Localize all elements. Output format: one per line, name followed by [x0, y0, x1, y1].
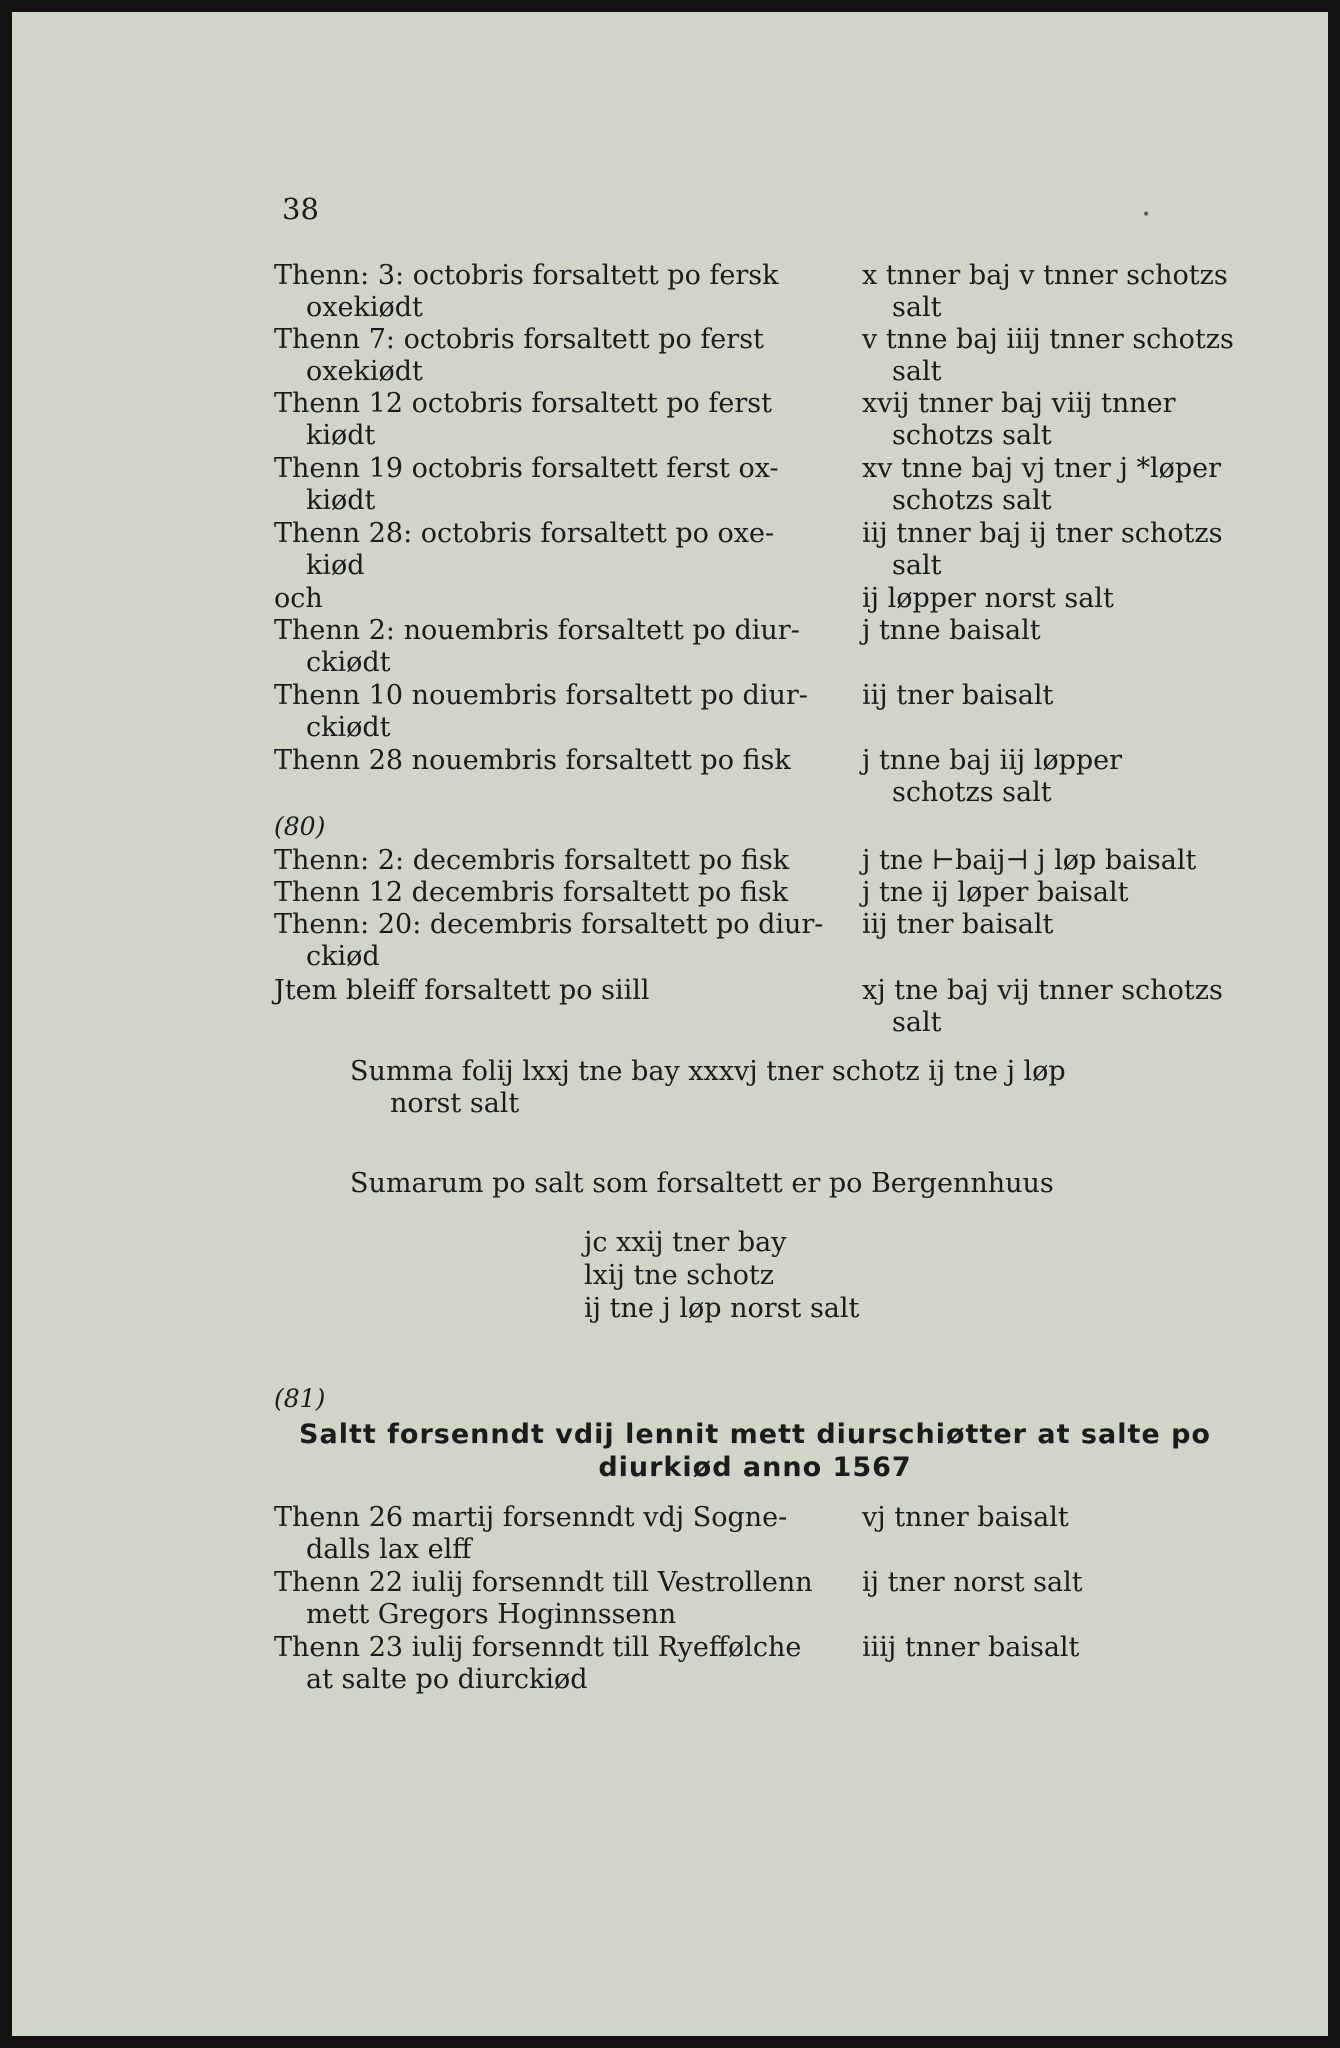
entry-text: Thenn 2: nouembris forsaltett po diur- [274, 615, 800, 646]
entry-amount: v tnne baj iiij tnner schotzs [862, 324, 1234, 355]
entry-amount: ij løpper norst salt [862, 583, 1114, 614]
entry-amount: vj tnner baisalt [862, 1502, 1069, 1533]
entry-amount: salt [892, 356, 942, 387]
entry-text: Thenn: 20: decembris forsaltett po diur- [274, 909, 824, 940]
entry-amount: j tnne baisalt [862, 615, 1041, 646]
entry-amount: iij tnner baj ij tner schotzs [862, 518, 1223, 549]
entry-text: kiødt [306, 420, 376, 451]
entry-text: Thenn 7: octobris forsaltett po ferst [274, 324, 764, 355]
entry-amount: iij tner baisalt [862, 909, 1054, 940]
entry-amount: xj tne baj vij tnner schotzs [862, 975, 1223, 1006]
entry-amount: salt [892, 1007, 942, 1038]
entry-text: dalls lax elff [306, 1534, 472, 1565]
entry-text: ckiødt [306, 647, 391, 678]
entry-text: at salte po diurckiød [306, 1664, 588, 1695]
entry-text: Thenn 26 martij forsenndt vdj Sogne- [274, 1502, 788, 1533]
entry-amount: x tnner baj v tnner schotzs [862, 260, 1228, 291]
entry-amount: ij tner norst salt [862, 1567, 1083, 1598]
entry-text: oxekiødt [306, 292, 423, 323]
entry-text: Thenn 28 nouembris forsaltett po fisk [274, 745, 791, 776]
entry-amount: xvij tnner baj viij tnner [862, 388, 1176, 419]
entry-text: kiød [306, 550, 365, 581]
sumarum-line: lxij tne schotz [584, 1260, 774, 1291]
section-number-81: (81) [274, 1384, 326, 1413]
page-number: 38 [282, 192, 319, 226]
entry-text: ckiød [306, 941, 380, 972]
section-heading-line: diurkiød anno 1567 [598, 1452, 912, 1483]
entry-amount: iij tner baisalt [862, 680, 1054, 711]
summa-line: Summa folij lxxj tne bay xxxvj tner schotz ij tne j løp [350, 1056, 1066, 1087]
section-number-80: (80) [274, 812, 326, 841]
entry-amount: j tne ⊢baij⊣ j løp baisalt [862, 845, 1197, 876]
section-heading-line: Saltt forsenndt vdij lennit mett diurschiøtter at salte po [299, 1419, 1211, 1450]
entry-text: Thenn 12 octobris forsaltett po ferst [274, 388, 772, 419]
entry-text: Thenn: 2: decembris forsaltett po fisk [274, 845, 790, 876]
entry-text: Jtem bleiff forsaltett po siill [274, 975, 650, 1006]
entry-amount: j tne ij løper baisalt [862, 877, 1129, 908]
entry-text: Thenn 10 nouembris forsaltett po diur- [274, 680, 808, 711]
entry-amount: salt [892, 550, 942, 581]
entry-amount: xv tnne baj vj tner j *løper [862, 453, 1222, 484]
entry-amount: iiij tnner baisalt [862, 1632, 1080, 1663]
entry-text: Thenn 28: octobris forsaltett po oxe- [274, 518, 775, 549]
sumarum-heading: Sumarum po salt som forsaltett er po Bergennhuus [350, 1168, 1054, 1199]
entry-amount: salt [892, 292, 942, 323]
entry-amount: j tnne baj iij løpper [862, 745, 1123, 776]
entry-amount: schotzs salt [892, 777, 1052, 808]
entry-text: oxekiødt [306, 356, 423, 387]
entry-amount: schotzs salt [892, 485, 1052, 516]
document-page [12, 12, 1328, 2036]
entry-text: och [274, 583, 323, 614]
entry-text: Thenn 23 iulij forsenndt till Ryeffølche [274, 1632, 802, 1663]
entry-text: Thenn 22 iulij forsenndt till Vestrollenn [274, 1567, 813, 1598]
entry-text: ckiødt [306, 712, 391, 743]
entry-text: Thenn: 3: octobris forsaltett po fersk [274, 260, 779, 291]
entry-text: kiødt [306, 485, 376, 516]
entry-text: Thenn 12 decembris forsaltett po fisk [274, 877, 789, 908]
summa-line: norst salt [390, 1088, 520, 1119]
sumarum-line: ij tne j løp norst salt [584, 1293, 860, 1324]
sumarum-line: jc xxij tner bay [584, 1227, 787, 1258]
entry-amount: schotzs salt [892, 420, 1052, 451]
entry-text: mett Gregors Hoginnssenn [306, 1599, 677, 1630]
entry-text: Thenn 19 octobris forsaltett ferst ox- [274, 453, 779, 484]
top-mark: • [1142, 207, 1151, 223]
